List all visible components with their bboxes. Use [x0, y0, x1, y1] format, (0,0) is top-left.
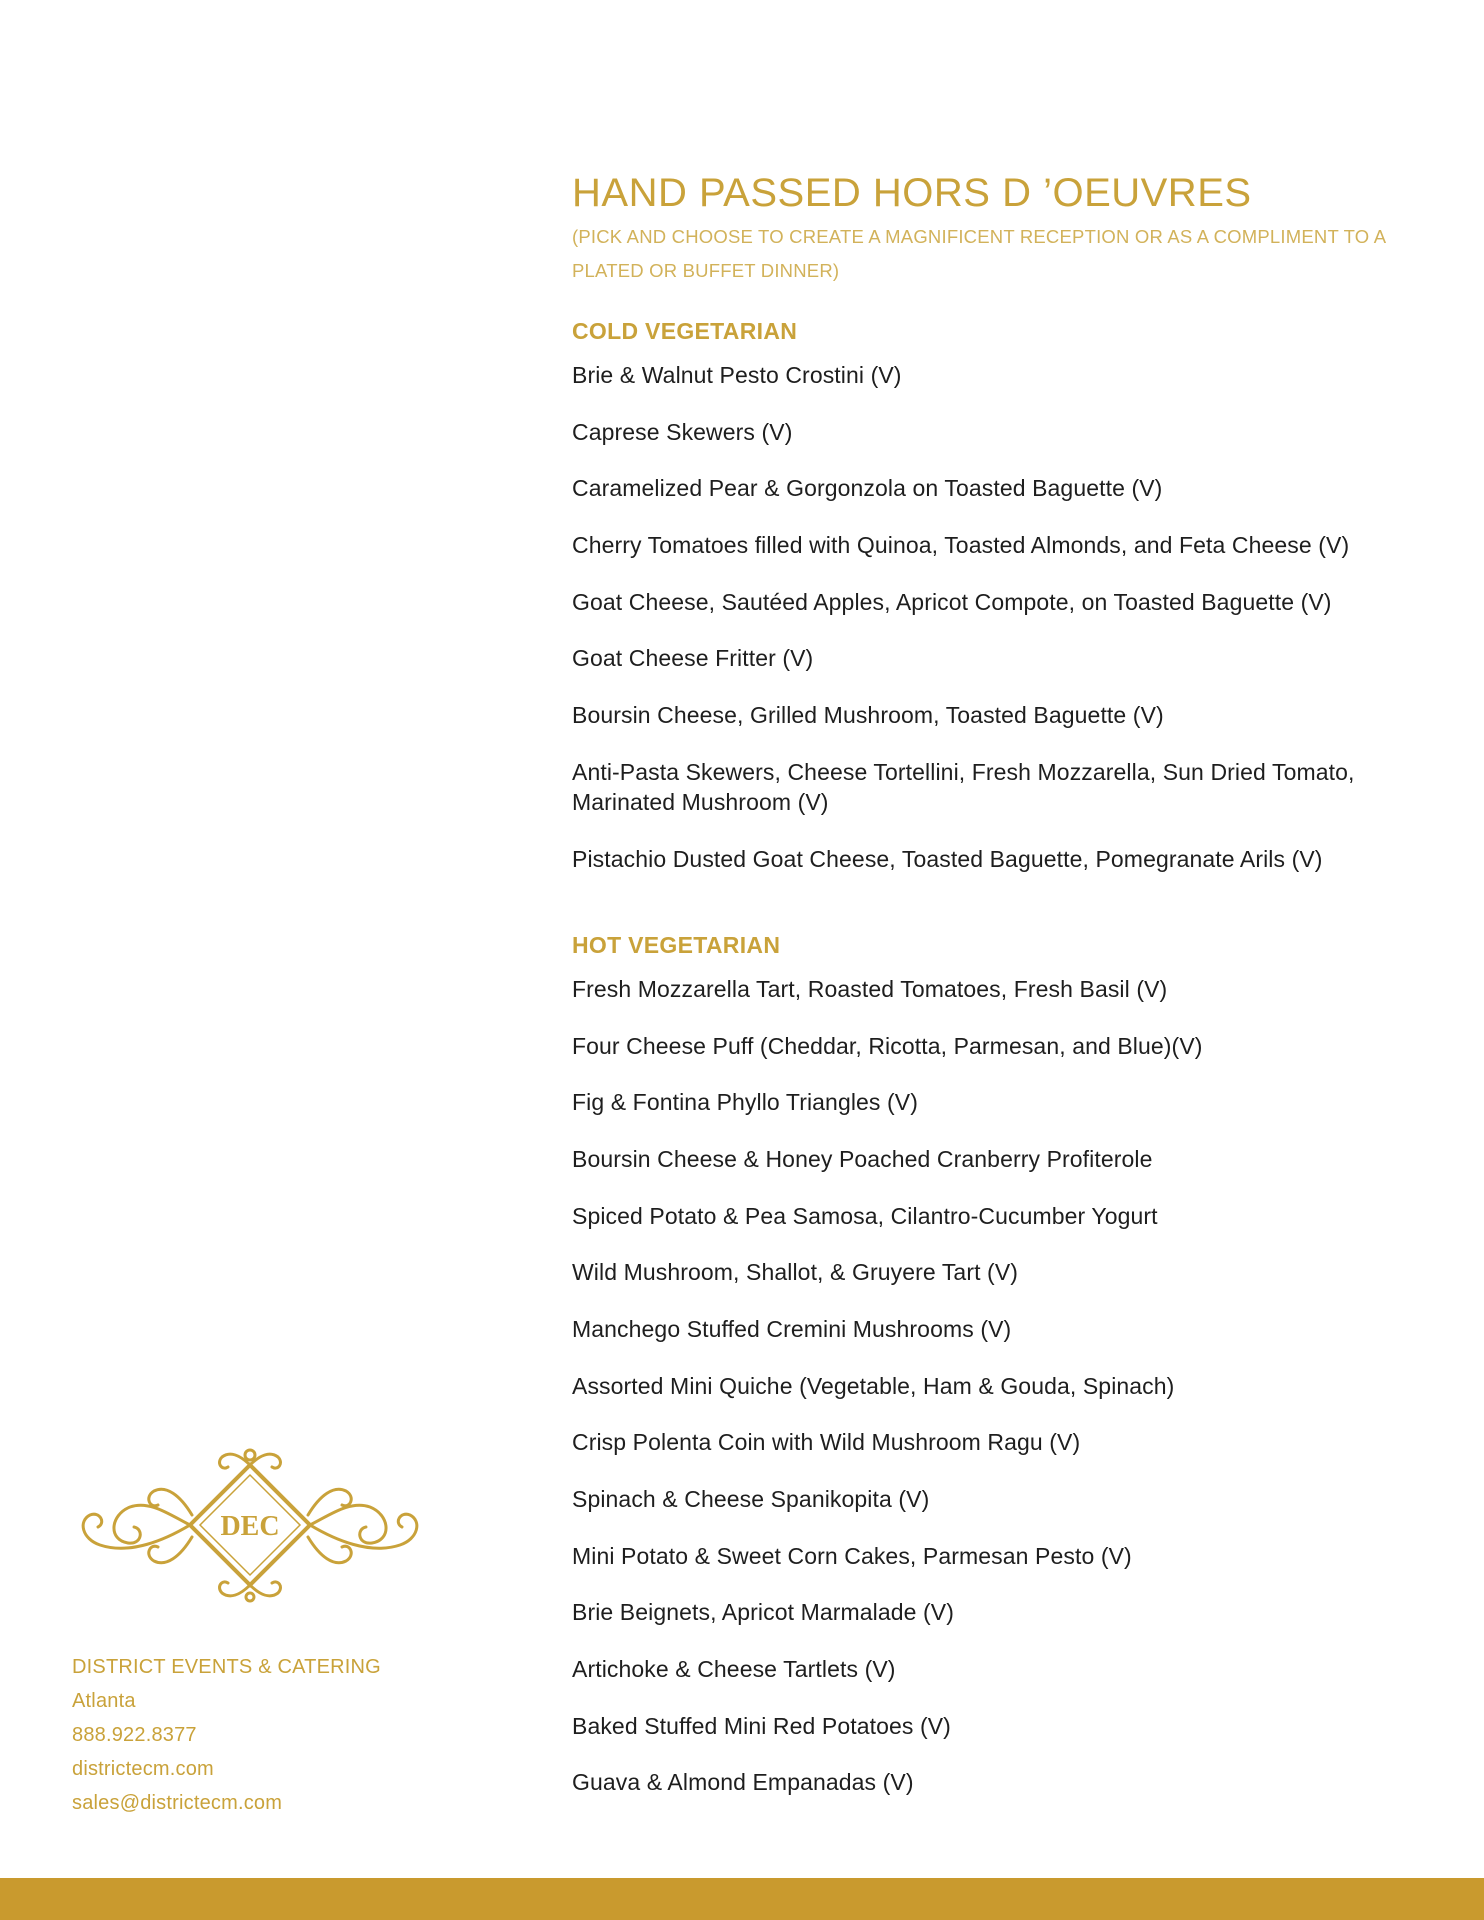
page-title: HAND PASSED HORS D ’OEUVRES	[572, 171, 1252, 215]
company-website: districtecm.com	[72, 1758, 214, 1780]
list-item: Fig & Fontina Phyllo Triangles (V)	[572, 1089, 918, 1116]
list-item: Boursin Cheese, Grilled Mushroom, Toasted Baguette (V)	[572, 702, 1164, 729]
section-title-hot-vegetarian: HOT VEGETARIAN	[572, 931, 781, 958]
list-item: Artichoke & Cheese Tartlets (V)	[572, 1656, 896, 1683]
list-item: Manchego Stuffed Cremini Mushrooms (V)	[572, 1315, 1012, 1342]
list-item: Goat Cheese Fritter (V)	[572, 645, 814, 672]
list-item: Brie & Walnut Pesto Crostini (V)	[572, 362, 902, 388]
company-name: DISTRICT EVENTS & CATERING	[72, 1656, 381, 1678]
list-item: Crisp Polenta Coin with Wild Mushroom Ragu (V)	[572, 1429, 1081, 1456]
hot-vegetarian-list	[572, 974, 1422, 1798]
list-item: Mini Potato & Sweet Corn Cakes, Parmesan Pesto (V)	[572, 1542, 1132, 1569]
cold-vegetarian-list	[572, 360, 1422, 874]
list-item: Wild Mushroom, Shallot, & Gruyere Tart (V)	[572, 1259, 1019, 1286]
list-item: Cherry Tomatoes filled with Quinoa, Toasted Almonds, and Feta Cheese (V)	[572, 532, 1350, 559]
ornamental-monogram-logo-icon	[70, 1445, 430, 1610]
list-item: Fresh Mozzarella Tart, Roasted Tomatoes, Fresh Basil (V)	[572, 975, 1168, 1002]
list-item: Pistachio Dusted Goat Cheese, Toasted Baguette, Pomegranate Arils (V)	[572, 845, 1323, 872]
list-item: Caramelized Pear & Gorgonzola on Toasted Baguette (V)	[572, 475, 1163, 502]
footer-bar	[0, 1878, 1484, 1920]
list-item: Baked Stuffed Mini Red Potatoes (V)	[572, 1712, 951, 1739]
section-title-cold-vegetarian: COLD VEGETARIAN	[572, 318, 798, 344]
list-item: Boursin Cheese & Honey Poached Cranberry Profiterole	[572, 1145, 1153, 1172]
list-item: Assorted Mini Quiche (Vegetable, Ham & Gouda, Spinach)	[572, 1372, 1175, 1399]
list-item: Spinach & Cheese Spanikopita (V)	[572, 1486, 930, 1512]
list-item: Spiced Potato & Pea Samosa, Cilantro-Cucumber Yogurt	[572, 1202, 1158, 1229]
menu-content	[572, 166, 1422, 1824]
list-item: Guava & Almond Empanadas (V)	[572, 1769, 914, 1796]
company-phone: 888.922.8377	[72, 1724, 197, 1746]
list-item: Caprese Skewers (V)	[572, 418, 793, 445]
page-subtitle-line-2: PLATED OR BUFFET DINNER)	[572, 260, 840, 281]
dec-logo	[70, 1445, 430, 1610]
list-item: Anti-Pasta Skewers, Cheese Tortellini, Fresh Mozzarella, Sun Dried Tomato, Marinated Mushroom (V)	[572, 758, 1355, 815]
company-city: Atlanta	[72, 1690, 136, 1712]
page-subtitle-line-1: (PICK AND CHOOSE TO CREATE A MAGNIFICENT RECEPTION OR AS A COMPLIMENT TO A	[572, 226, 1387, 247]
list-item: Brie Beignets, Apricot Marmalade (V)	[572, 1599, 954, 1626]
list-item: Four Cheese Puff (Cheddar, Ricotta, Parmesan, and Blue)(V)	[572, 1032, 1203, 1059]
contact-block	[72, 1650, 472, 1820]
logo-monogram: DEC	[220, 1511, 280, 1542]
company-email: sales@districtecm.com	[72, 1792, 283, 1814]
list-item: Goat Cheese, Sautéed Apples, Apricot Compote, on Toasted Baguette (V)	[572, 588, 1332, 615]
